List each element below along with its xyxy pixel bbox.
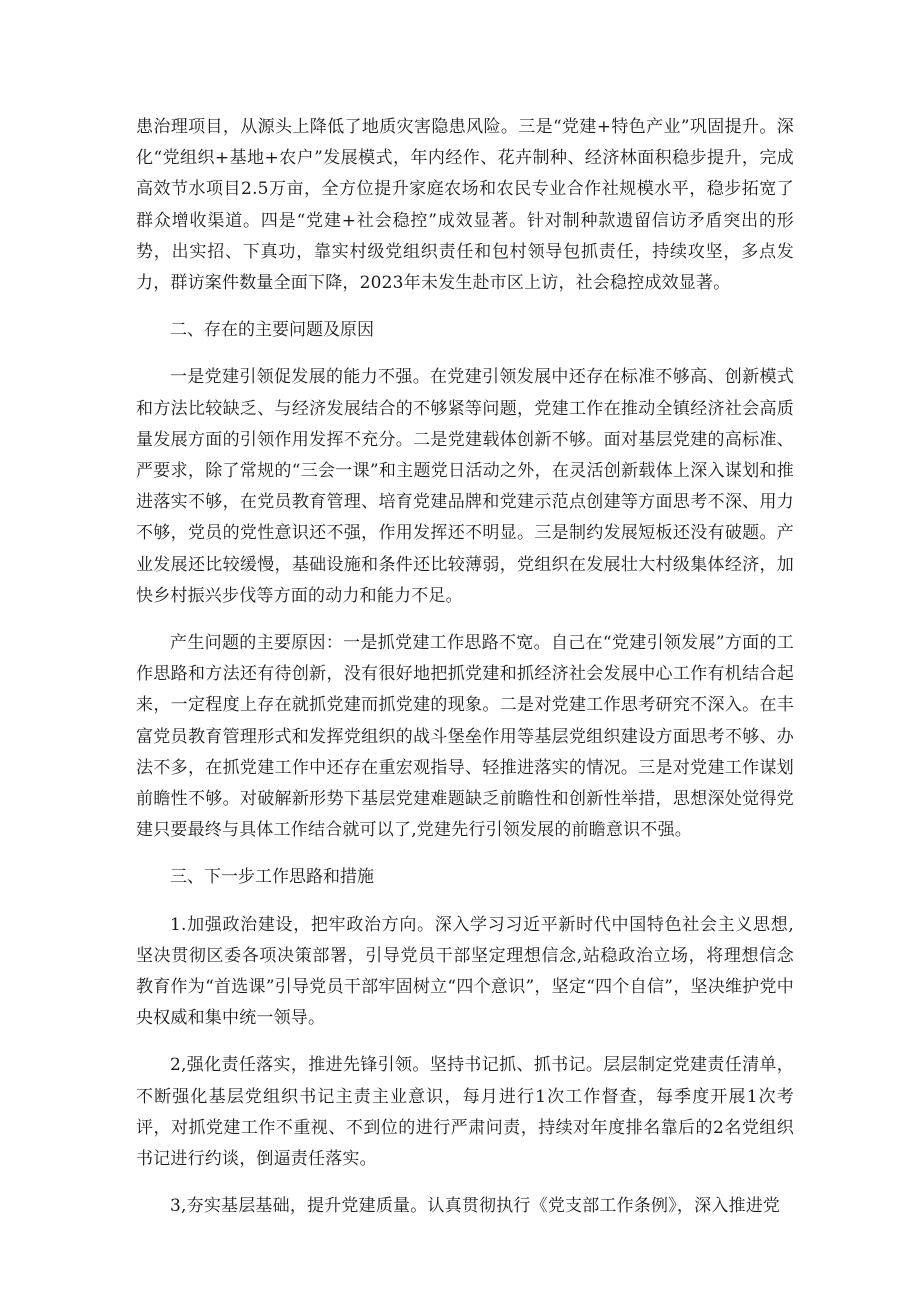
paragraph-item-3: 3,夯实基层基础，提升党建质量。认真贯彻执行《党支部工作条例》，深入推进党 bbox=[170, 1196, 781, 1217]
section-heading-problems: 二、存在的主要问题及原因 bbox=[170, 320, 374, 341]
document-page bbox=[136, 112, 794, 1223]
paragraph-item-2: 2,强化责任落实，推进先锋引领。坚持书记抓、抓书记。层层制定党建责任清单，不断强化基层党组织书记主责主业意识，每月进行1次工作督查，每季度开展1次考评，对抓党建工作不重视、不到位的进行严肃问责，持续对年度排名靠后的2名党组织书记进行约谈，倒逼责任落实。 bbox=[136, 1055, 794, 1170]
spacer bbox=[136, 299, 794, 315]
paragraph-causes: 产生问题的主要原因：一是抓党建工作思路不宽。自己在“党建引领发展”方面的工作思路和方法还有待创新，没有很好地把抓党建和抓经济社会发展中心工作有机结合起来，一定程度上存在就抓党建而抓党建的现象。二是对党建工作思考研究不深入。在丰富党员教育管理形式和发挥党组织的战斗堡垒作用等基层党组织建设方面思考不够、办法不多，在抓党建工作中还存在重宏观指导、轻推进落实的情况。三是对党建工作谋划前瞻性不够。对破解新形势下基层党建难题缺乏前瞻性和创新性举措，思想深处觉得党建只要最终与具体工作结合就可以了,党建先行引领发展的前瞻意识不强。 bbox=[136, 633, 794, 841]
spacer bbox=[136, 346, 794, 362]
paragraph-item-1: 1.加强政治建设，把牢政治方向。深入学习习近平新时代中国特色社会主义思想,坚决贯彻区委各项决策部署，引导党员干部坚定理想信念,站稳政治立场，将理想信念教育作为“首选课”引导党员干部牢固树立“四个意识”，坚定“四个自信”，坚决维护党中央权威和集中统一领导。 bbox=[136, 914, 794, 1029]
paragraph-intro: 患治理项目，从源头上降低了地质灾害隐患风险。三是“党建+特色产业”巩固提升。深化“党组织+基地+农户”发展模式，年内经作、花卉制种、经济林面积稳步提升，完成高效节水项目2.5万亩，全方位提升家庭农场和农民专业合作社规模水平，稳步拓宽了群众增收渠道。四是“党建+社会稳控”成效显著。针对制种款遗留信访矛盾突出的形势，出实招、下真功，靠实村级党组织责任和包村领导包抓责任，持续攻坚，多点发力，群访案件数量全面下降，2023年未发生赴市区上访，社会稳控成效显著。 bbox=[136, 117, 794, 294]
spacer bbox=[136, 1175, 794, 1191]
spacer bbox=[136, 846, 794, 862]
spacer bbox=[136, 1034, 794, 1050]
spacer bbox=[136, 612, 794, 628]
section-heading-next-steps: 三、下一步工作思路和措施 bbox=[170, 867, 374, 888]
paragraph-problems: 一是党建引领促发展的能力不强。在党建引领发展中还存在标准不够高、创新模式和方法比较缺乏、与经济发展结合的不够紧等问题，党建工作在推动全镇经济社会高质量发展方面的引领作用发挥不充分。二是党建载体创新不够。面对基层党建的高标准、严要求，除了常规的“三会一课”和主题党日活动之外，在灵活创新载体上深入谋划和推进落实不够，在党员教育管理、培育党建品牌和党建示范点创建等方面思考不深、用力不够，党员的党性意识还不强，作用发挥还不明显。三是制约发展短板还没有破题。产业发展还比较缓慢，基础设施和条件还比较薄弱，党组织在发展壮大村级集体经济，加快乡村振兴步伐等方面的动力和能力不足。 bbox=[136, 367, 794, 606]
spacer bbox=[136, 894, 794, 910]
